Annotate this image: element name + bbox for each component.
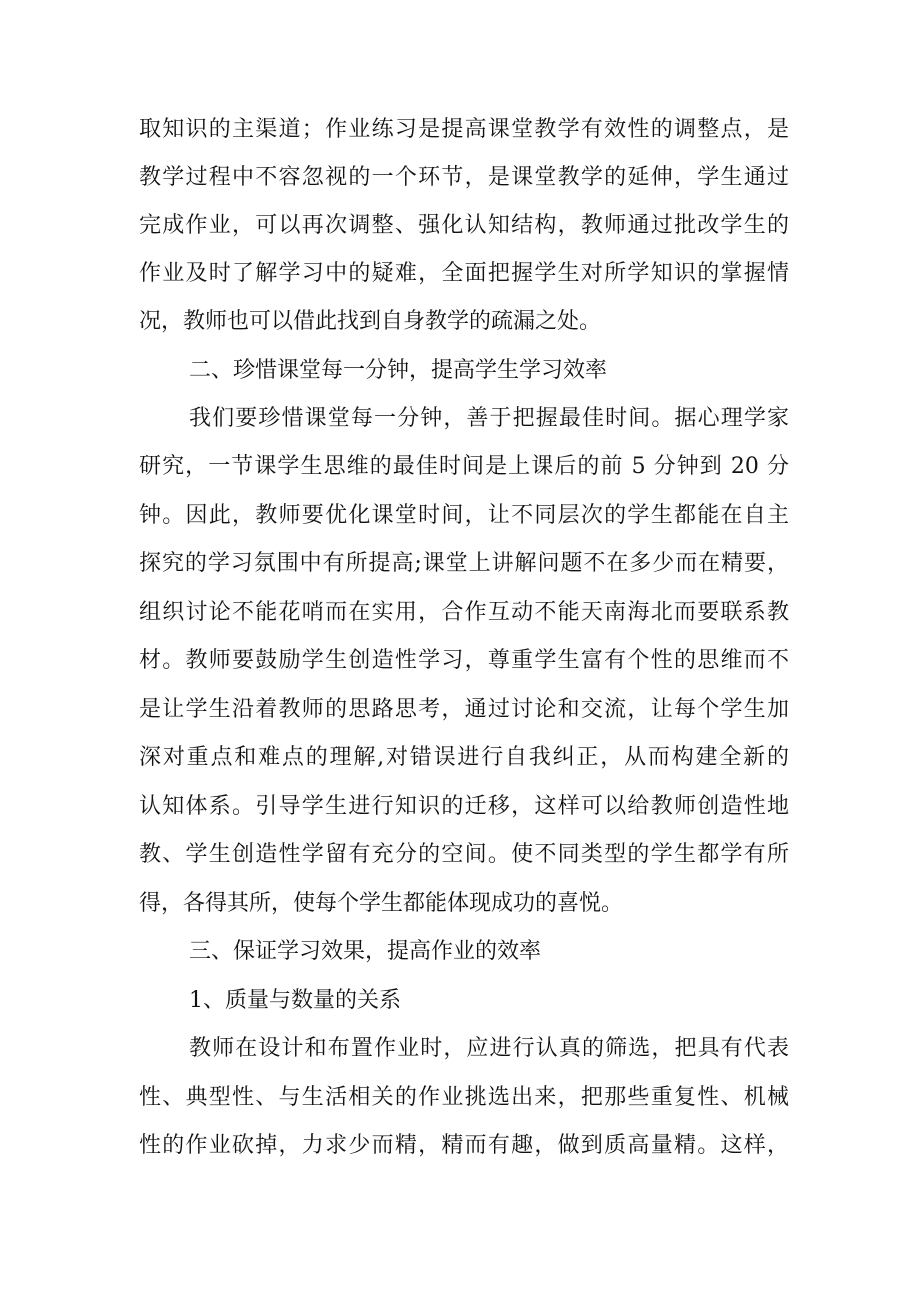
- subsection-heading: 1、质量与数量的关系: [189, 988, 401, 1013]
- paragraph-line: 教、学生创造性学留有充分的空间。使不同类型的学生都学有所: [139, 842, 789, 867]
- paragraph-line: 研究，一节课学生思维的最佳时间是上课后的前 5 分钟到 20 分: [139, 454, 789, 479]
- paragraph-line: 况，教师也可以借此找到自身教学的疏漏之处。: [139, 309, 602, 334]
- paragraph-line: 作业及时了解学习中的疑难，全面把握学生对所学知识的掌握情: [139, 261, 789, 286]
- paragraph-line: 材。教师要鼓励学生创造性学习，尊重学生富有个性的思维而不: [139, 648, 789, 673]
- paragraph-line: 性、典型性、与生活相关的作业挑选出来，把那些重复性、机械: [139, 1085, 789, 1110]
- paragraph-line: 教师在设计和布置作业时，应进行认真的筛选，把具有代表: [189, 1036, 789, 1061]
- paragraph-line: 深对重点和难点的理解,对错误进行自我纠正，从而构建全新的: [139, 745, 789, 770]
- paragraph-line: 钟。因此，教师要优化课堂时间，让不同层次的学生都能在自主: [139, 503, 789, 528]
- paragraph-line: 取知识的主渠道；作业练习是提高课堂教学有效性的调整点，是: [139, 117, 789, 142]
- paragraph-line: 完成作业，可以再次调整、强化认知结构，教师通过批改学生的: [139, 213, 789, 238]
- paragraph-line: 是让学生沿着教师的思路思考，通过讨论和交流，让每个学生加: [139, 697, 789, 722]
- paragraph-line: 我们要珍惜课堂每一分钟，善于把握最佳时间。据心理学家: [189, 406, 789, 431]
- paragraph-line: 组织讨论不能花哨而在实用，合作互动不能天南海北而要联系教: [139, 600, 789, 625]
- section-heading: 三、保证学习效果，提高作业的效率: [189, 939, 542, 964]
- paragraph-line: 教学过程中不容忽视的一个环节，是课堂教学的延伸，学生通过: [139, 165, 789, 190]
- paragraph-line: 探究的学习氛围中有所提高;课堂上讲解问题不在多少而在精要，: [139, 551, 789, 576]
- paragraph-line: 性的作业砍掉，力求少而精，精而有趣，做到质高量精。这样，: [139, 1133, 789, 1158]
- section-heading: 二、珍惜课堂每一分钟，提高学生学习效率: [189, 358, 608, 383]
- paragraph-line: 认知体系。引导学生进行知识的迁移，这样可以给教师创造性地: [139, 794, 789, 819]
- paragraph-line: 得，各得其所，使每个学生都能体现成功的喜悦。: [139, 891, 624, 916]
